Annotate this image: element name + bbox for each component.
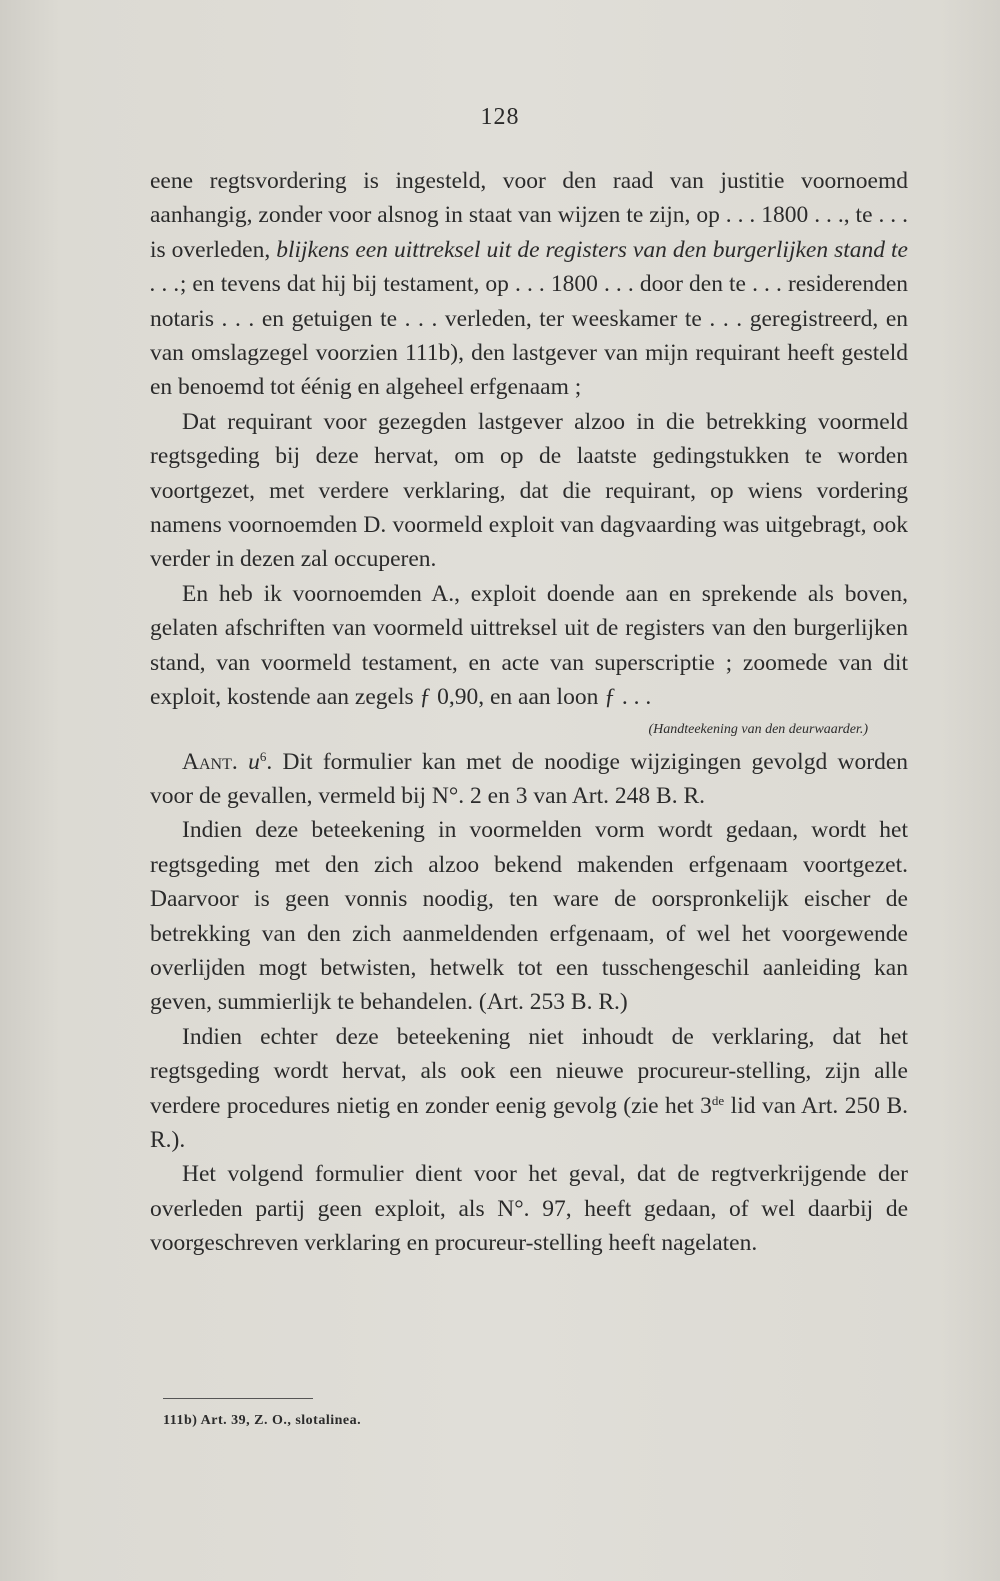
annotation-number: u	[248, 748, 260, 775]
footnote: 111b) Art. 39, Z. O., slotalinea.	[163, 1413, 362, 1428]
paragraph-2: Dat requirant voor gezegden lastgever alzoo in die betrekking voormeld regtsgeding bij deze hervat, om op de laatste gedingstukken te worden voortgezet, met verdere verklaring, dat die requirant, op wiens vordering namens voornoemden D. voormeld exploit van dagvaarding was uitgebragt, ook verder in dezen zal occuperen.	[150, 408, 908, 573]
paragraph-1	[150, 164, 908, 405]
footnote-divider	[163, 1398, 313, 1399]
annotation-label: Aant.	[182, 748, 238, 775]
paragraph-annotation	[150, 745, 908, 814]
paragraph-6-text-b: lid van Art. 250 B. R.).	[150, 1092, 908, 1153]
paragraph-1-text-c: ; en tevens dat hij bij testament, op . . . 1800 . . . door den te . . . residerenden notaris . . . en getuigen te . . . verleden, ter weeskamer te . . . geregistreerd, en van omslagzegel voorzien 111b), den lastgever van mijn requirant heeft gesteld en benoemd tot éénig en algeheel erfgenaam ;	[150, 271, 909, 401]
paragraph-1-italic: blijkens een uittreksel uit de registers van den burgerlijken stand te . . .	[150, 236, 908, 298]
page-number: 128	[480, 104, 520, 130]
annotation-number-sup: 6	[259, 748, 267, 764]
paragraph-6	[150, 1020, 908, 1158]
body-text	[150, 164, 908, 1261]
signature-note: (Handteekening van den deurwaarder.)	[648, 721, 868, 737]
paragraph-6-sup: de	[711, 1092, 725, 1108]
paragraph-7: Het volgend formulier dient voor het geval, dat de regtverkrijgende der overleden partij geen exploit, als N°. 97, heeft gedaan, of wel daarbij de voorgeschreven verklaring en procureur-stelling heeft nagelaten.	[150, 1161, 908, 1257]
paragraph-5: Indien deze beteekening in voormelden vorm wordt gedaan, wordt het regtsgeding met den zich alzoo bekend makenden erfgenaam voortgezet. Daarvoor is geen vonnis noodig, ten ware de oorspronkelijk eischer de betrekking van den zich aanmeldenden erfgenaam, of wel het voorgewende overlijden mogt betwisten, hetwelk tot een tusschengeschil aanleiding kan geven, summierlijk te behandelen. (Art. 253 B. R.)	[150, 817, 908, 1016]
annotation-text: . Dit formulier kan met de noodige wijzigingen gevolgd worden voor de gevallen, vermeld bij N°. 2 en 3 van Art. 248 B. R.	[150, 748, 909, 809]
paragraph-3: En heb ik voornoemden A., exploit doende aan en sprekende als boven, gelaten afschriften van voormeld uittreksel uit de registers van den burgerlijken stand, van voormeld testament, en acte van superscriptie ; zoomede van dit exploit, kostende aan zegels ƒ 0,90, en aan loon ƒ . . .	[150, 580, 908, 711]
paragraph-6-text-a: Indien echter deze beteekening niet inhoudt de verklaring, dat het regtsgeding wordt hervat, als ook een nieuwe procureur-stelling, zijn alle verdere procedures nietig en zonder eenig gevolg (zie het 3	[150, 1023, 908, 1119]
paragraph-1-text-a: eene regtsvordering is ingesteld, voor den raad van justitie voornoemd aanhangig, zonder voor alsnog in staat van wijzen te zijn, op . . . 1800 . . ., te . . . is overleden,	[150, 168, 908, 263]
